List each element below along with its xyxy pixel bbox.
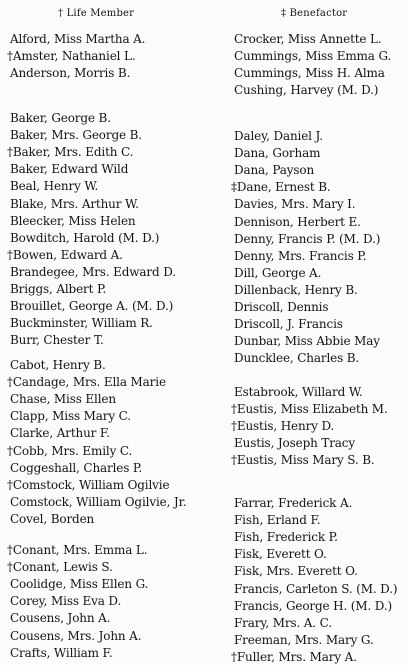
member-name: Burr, Chester T. bbox=[10, 333, 104, 348]
member-name: †Fuller, Mrs. Mary A. bbox=[231, 649, 357, 664]
member-name: †Bowen, Edward A. bbox=[7, 247, 123, 262]
member-name: Cushing, Harvey (M. D.) bbox=[234, 83, 379, 98]
member-name: Clarke, Arthur F. bbox=[10, 426, 110, 441]
member-name: Fish, Erland F. bbox=[234, 513, 321, 528]
member-name: Davies, Mrs. Mary I. bbox=[234, 197, 356, 212]
member-name: Clapp, Miss Mary C. bbox=[10, 409, 131, 424]
member-name: Cummings, Miss H. Alma bbox=[234, 66, 385, 81]
member-name: Anderson, Morris B. bbox=[10, 66, 131, 81]
member-name: Brandegee, Mrs. Edward D. bbox=[10, 264, 176, 279]
member-name: Fish, Frederick P. bbox=[234, 530, 338, 545]
member-name: Baker, George B. bbox=[10, 111, 111, 125]
member-name: Dill, George A. bbox=[234, 265, 322, 280]
member-name: Bleecker, Miss Helen bbox=[10, 213, 136, 228]
member-name: Baker, Edward Wild bbox=[10, 162, 129, 177]
member-name: †Comstock, William Ogilvie bbox=[7, 477, 170, 492]
life-member-legend: † Life Member bbox=[58, 8, 135, 19]
member-name: Fisk, Mrs. Everett O. bbox=[234, 564, 358, 579]
member-name: Dillenback, Henry B. bbox=[234, 282, 358, 297]
member-name: Dunbar, Miss Abbie May bbox=[234, 334, 380, 349]
member-name: Duncklee, Charles B. bbox=[234, 351, 360, 366]
member-name: Freeman, Mrs. Mary G. bbox=[234, 632, 374, 647]
member-name: Frary, Mrs. A. C. bbox=[234, 615, 332, 630]
member-name: Cousens, John A. bbox=[10, 611, 111, 626]
member-name: ‡Dane, Ernest B. bbox=[231, 180, 331, 195]
member-name: Corey, Miss Eva D. bbox=[10, 594, 122, 609]
member-name: Dana, Payson bbox=[234, 163, 315, 178]
member-name: Denny, Mrs. Francis P. bbox=[234, 248, 367, 263]
member-name: Coggeshall, Charles P. bbox=[10, 460, 143, 475]
member-name: †Cobb, Mrs. Emily C. bbox=[7, 443, 133, 458]
member-name: †Amster, Nathaniel L. bbox=[7, 49, 136, 64]
member-name: Brouillet, George A. (M. D.) bbox=[10, 299, 174, 314]
member-name: Francis, George H. (M. D.) bbox=[234, 598, 393, 613]
member-name: Cousens, Mrs. John A. bbox=[10, 628, 142, 643]
member-name: Farrar, Frederick A. bbox=[234, 496, 353, 510]
member-name: Baker, Mrs. George B. bbox=[10, 128, 142, 143]
member-name: Dennison, Herbert E. bbox=[234, 214, 361, 229]
member-name: Crocker, Miss Annette L. bbox=[234, 32, 382, 46]
member-name: Beal, Henry W. bbox=[10, 179, 99, 194]
member-name: Denny, Francis P. (M. D.) bbox=[234, 231, 381, 246]
member-name: Estabrook, Willard W. bbox=[234, 385, 363, 399]
member-name: Buckminster, William R. bbox=[10, 316, 153, 331]
member-name: Crafts, William F. bbox=[10, 645, 113, 660]
member-name: Alford, Miss Martha A. bbox=[10, 32, 146, 46]
member-name: Blake, Mrs. Arthur W. bbox=[10, 196, 139, 211]
member-name: Covel, Borden bbox=[10, 511, 95, 526]
member-name: †Eustis, Miss Mary S. B. bbox=[231, 453, 375, 468]
member-name: Coolidge, Miss Ellen G. bbox=[10, 577, 149, 592]
member-name: Briggs, Albert P. bbox=[10, 282, 107, 296]
benefactor-legend: ‡ Benefactor bbox=[281, 8, 348, 19]
member-name: Cummings, Miss Emma G. bbox=[234, 49, 392, 64]
member-name: Cabot, Henry B. bbox=[10, 358, 106, 372]
member-name: †Candage, Mrs. Ella Marie bbox=[7, 375, 166, 390]
member-name: †Conant, Lewis S. bbox=[7, 560, 113, 575]
member-name: †Eustis, Henry D. bbox=[231, 419, 335, 434]
member-name: Bowditch, Harold (M. D.) bbox=[10, 230, 160, 245]
member-name: Fisk, Everett O. bbox=[234, 547, 327, 562]
member-name: Dana, Gorham bbox=[234, 146, 321, 161]
member-name: Driscoll, J. Francis bbox=[234, 317, 343, 332]
member-name: Daley, Daniel J. bbox=[234, 129, 323, 143]
member-name: †Conant, Mrs. Emma L. bbox=[7, 543, 148, 557]
member-name: †Baker, Mrs. Edith C. bbox=[7, 145, 134, 160]
member-name: Eustis, Joseph Tracy bbox=[234, 436, 356, 451]
member-name: Francis, Carleton S. (M. D.) bbox=[234, 581, 398, 596]
member-name: Comstock, William Ogilvie, Jr. bbox=[10, 494, 187, 509]
member-name: †Eustis, Miss Elizabeth M. bbox=[231, 402, 388, 417]
member-name: Driscoll, Dennis bbox=[234, 300, 329, 314]
member-name: Chase, Miss Ellen bbox=[10, 392, 116, 407]
